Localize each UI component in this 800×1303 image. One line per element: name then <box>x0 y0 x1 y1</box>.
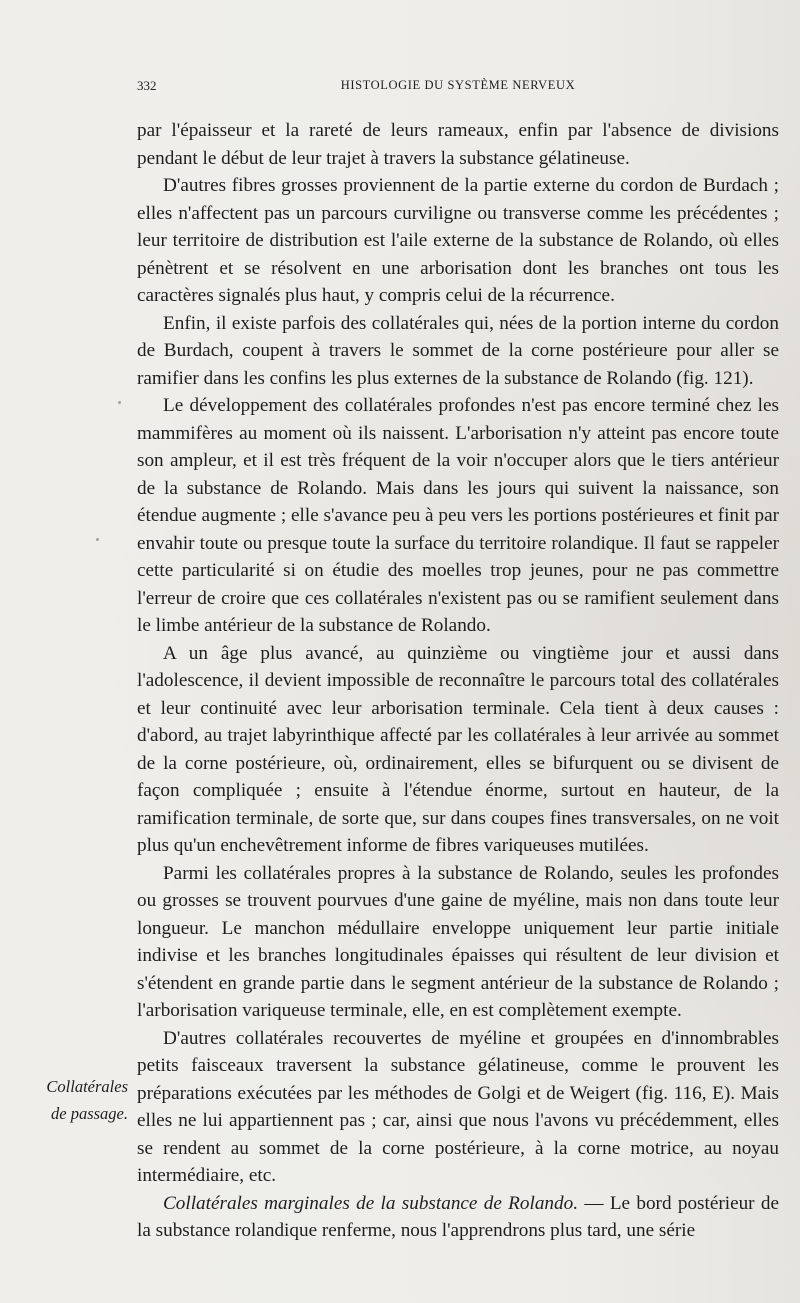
running-title: HISTOLOGIE DU SYSTÈME NERVEUX <box>340 78 576 92</box>
paragraph-7: D'autres collatérales recouvertes de myéline et groupées en d'innombrables petits faisceaux traversent la substance gélatineuse, comme le prouvent les préparations exécutées par les méthodes de Golgi et de Weigert (fig. 116, E). Mais elles ne lui appartiennent pas ; car, ainsi que nous l'avons vu précédemment, elles se rendent au sommet de la corne postérieure, à la corne motrice, au noyau intermédiaire, etc. <box>137 1027 779 1186</box>
margin-note <box>20 1073 128 1127</box>
paragraph-2: D'autres fibres grosses proviennent de la partie externe du cordon de Burdach ; elles n'affectent pas un parcours curviligne ou transverse comme les précédentes ; leur territoire de distribution est l'aile externe de la substance de Rolando, où elles pénètrent et se résolvent en une arborisation dont les branches ont tous les caractères signalés plus haut, y compris celui de la récurrence. <box>137 175 779 306</box>
margin-note-line-2: de passage. <box>51 1104 128 1123</box>
paragraph-3: Enfin, il existe parfois des collatérales qui, nées de la portion interne du cordon de Burdach, coupent à travers le sommet de la corne postérieure pour aller se ramifier dans les confins les plus externes de la substance de Rolando (fig. 121). <box>137 312 779 389</box>
paragraph-8-text: — Le bord postérieur de la substance rolandique renferme, nous l'apprendrons plus tard, une série <box>137 1192 779 1241</box>
print-speck <box>118 401 121 404</box>
paragraph-1: par l'épaisseur et la rareté de leurs rameaux, enfin par l'absence de divisions pendant le début de leur trajet à travers la substance gélatineuse. <box>137 120 779 169</box>
page-number: 332 <box>137 78 157 93</box>
section-heading-italic: Collatérales marginales de la substance de Rolando. <box>163 1192 579 1214</box>
margin-note-line-1: Collatérales <box>46 1077 128 1096</box>
paragraph-4: Le développement des collatérales profondes n'est pas encore terminé chez les mammifères au moment où ils naissent. L'arborisation n'y atteint pas encore toute son ampleur, et il est très fréquent de la voir n'occuper alors que le tiers antérieur de la substance de Rolando. Mais dans les jours qui suivent la naissance, son étendue augmente ; elle s'avance peu à peu vers les portions postérieures et finit par envahir toute ou presque toute la surface du territoire rolandique. Il faut se rappeler cette particularité si on étudie des moelles trop jeunes, pour ne pas commettre l'erreur de croire que ces collatérales n'existent pas ou se ramifient seulement dans le limbe antérieur de la substance de Rolando. <box>137 395 779 636</box>
body-text <box>137 117 779 1245</box>
print-speck <box>96 538 99 541</box>
running-header <box>137 78 779 98</box>
paragraph-6: Parmi les collatérales propres à la substance de Rolando, seules les profondes ou grosses se trouvent pourvues d'une gaine de myéline, mais non dans toute leur longueur. Le manchon médullaire enveloppe uniquement leur partie initiale indivise et les branches longitudinales épaisses qui résultent de leur division et s'étendent en grande partie dans le segment antérieur de la substance de Rolando ; l'arborisation variqueuse terminale, elle, en est complètement exempte. <box>137 862 779 1021</box>
paragraph-8 <box>137 1190 779 1245</box>
paragraph-5: A un âge plus avancé, au quinzième ou vingtième jour et aussi dans l'adolescence, il devient impossible de reconnaître le parcours total des collatérales et leur continuité avec leur arborisation terminale. Cela tient à deux causes : d'abord, au trajet labyrinthique affecté par les collatérales à leur arrivée au sommet de la corne postérieure, où, ordinairement, elles se bifurquent ou se divisent de façon compliquée ; ensuite à l'étendue énorme, surtout en hauteur, de la ramification terminale, de sorte que, sur dans coupes fines transversales, on ne voit plus qu'un enchevêtrement informe de fibres variqueuses mutilées. <box>137 642 779 856</box>
